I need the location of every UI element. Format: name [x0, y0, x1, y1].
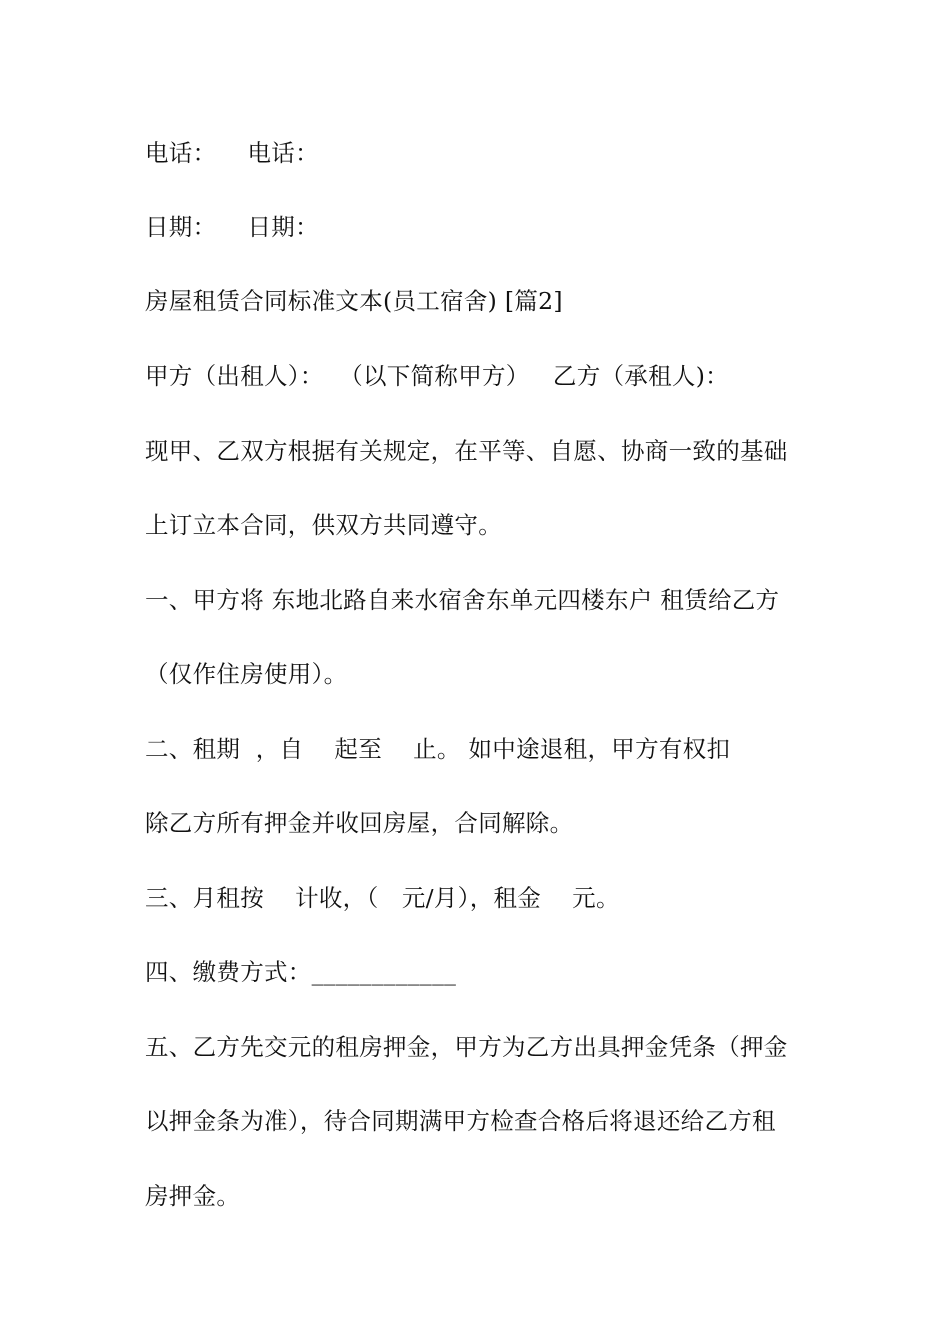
clause-2-line-1: 二、租期 ，自 起至 止。 如中途退租，甲方有权扣 [145, 735, 731, 763]
clause-5-line-1: 五、乙方先交元的租房押金，甲方为乙方出具押金凭条（押金 [145, 1033, 788, 1061]
preamble-line-1: 现甲、乙双方根据有关规定，在平等、自愿、协商一致的基础 [145, 437, 788, 465]
preamble-line-2: 上订立本合同，供双方共同遵守。 [145, 511, 502, 539]
date-line: 日期： 日期： [145, 213, 319, 241]
clause-2-line-2: 除乙方所有押金并收回房屋，合同解除。 [145, 809, 574, 837]
clause-3-line: 三、月租按 计收，（ 元/月），租金 元。 [145, 884, 620, 912]
clause-4-line: 四、缴费方式：____________ [145, 958, 457, 986]
contract-title: 房屋租赁合同标准文本(员工宿舍) [篇2] [145, 287, 563, 315]
clause-1-line-1: 一、甲方将 东地北路自来水宿舍东单元四楼东户 租赁给乙方 [145, 586, 780, 614]
clause-5-line-2: 以押金条为准），待合同期满甲方检查合格后将退还给乙方租 [145, 1107, 776, 1135]
phone-line: 电话： 电话： [145, 139, 319, 167]
parties-line: 甲方（出租人）： （以下简称甲方） 乙方（承租人)： [145, 362, 729, 390]
clause-5-line-3: 房押金。 [145, 1182, 241, 1210]
clause-1-line-2: （仅作住房使用）。 [145, 660, 348, 688]
